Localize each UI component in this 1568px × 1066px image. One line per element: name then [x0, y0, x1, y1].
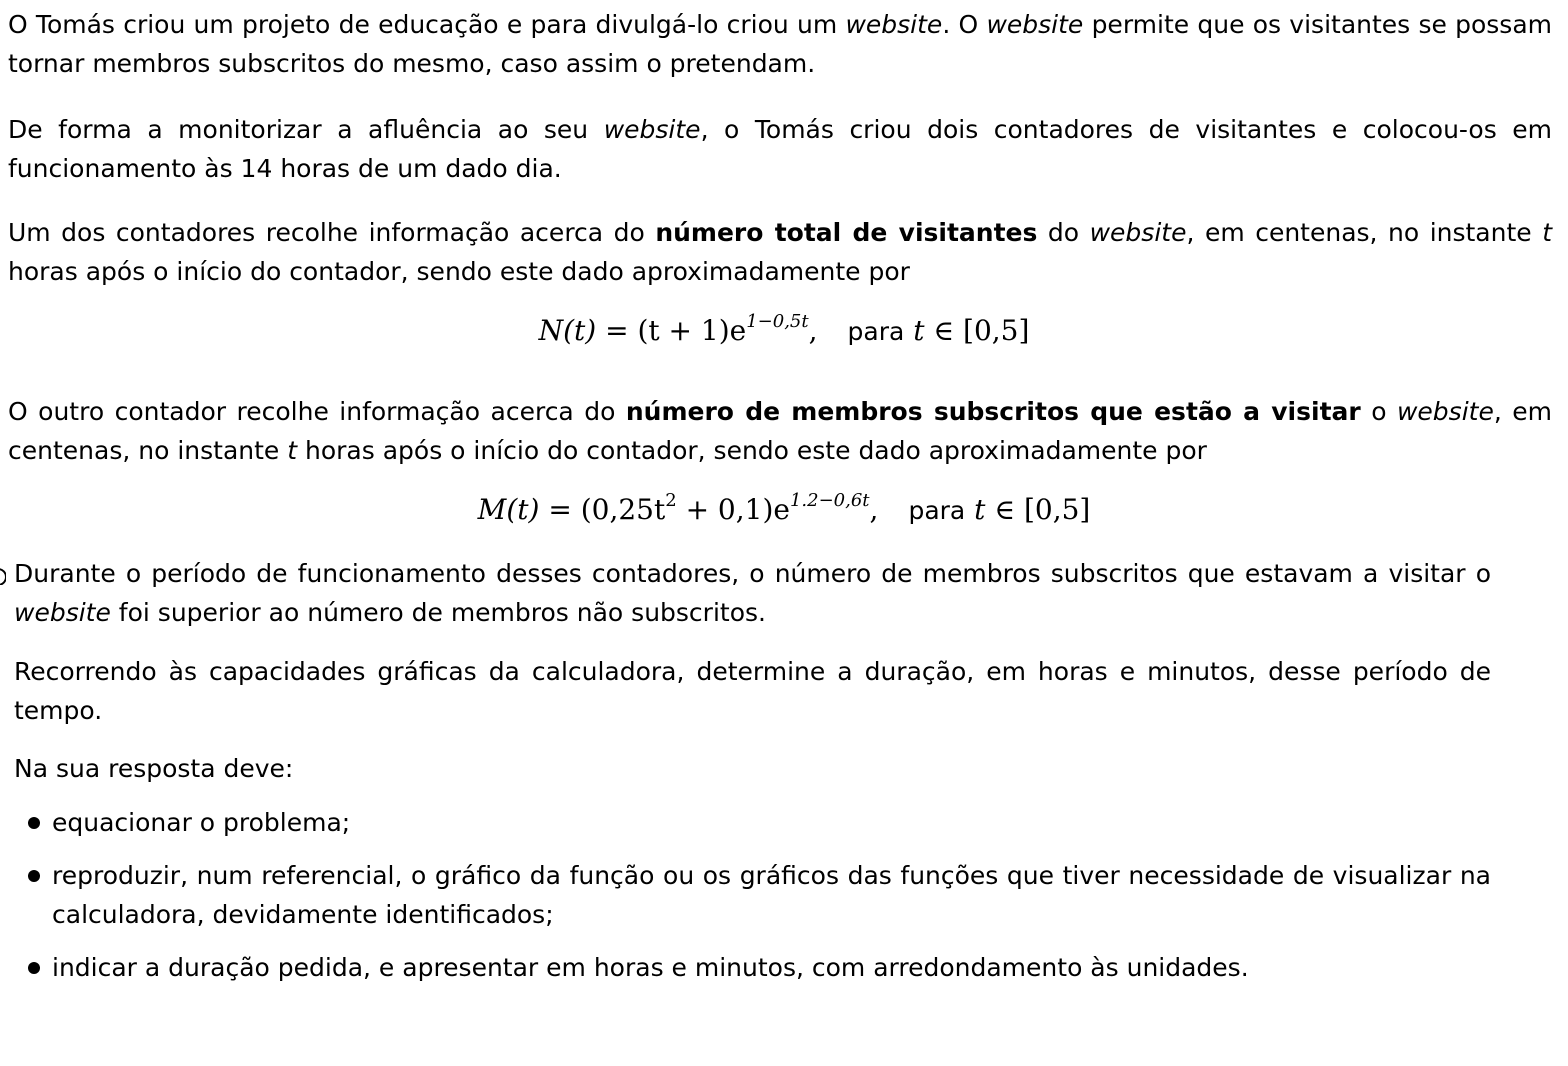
formula-m-domain: ∈ [0,5] — [985, 493, 1091, 526]
list-item: reproduzir, num referencial, o gráfico da função ou os gráficos das funções que tiver necessidade de visualizar na calculadora, devidamente identificados; — [28, 857, 1491, 934]
website-term: website — [603, 115, 701, 144]
formula-m-rhs-a: = (0,25t — [539, 493, 666, 526]
formula-m-lhs: M(t) — [477, 493, 540, 526]
variable-t: t — [287, 435, 298, 465]
formula-m-square: 2 — [665, 490, 677, 511]
subscribed-members-term: número de membros subscritos que estão a visitar — [625, 397, 1361, 426]
question-instructions: Na sua resposta deve: — [14, 754, 294, 783]
formula-m-domain-word: para — [908, 496, 966, 525]
question-task: Recorrendo às capacidades gráficas da calculadora, determine a duração, em horas e minutos, desse período de tempo. — [14, 657, 1491, 725]
list-item: equacionar o problema; — [28, 804, 1491, 843]
formula-m: $M(t) = (0,25t^2 + 0,1)e^{1.2-0,6t}$, para t ∈ [0,5] — [477, 490, 1091, 526]
intro-paragraph-1: O Tomás criou um projeto de educação e para divulgá-lo criou um website. O website permite que os visitantes se possam tornar membros subscritos do mesmo, caso assim o pretendam. — [8, 10, 1552, 78]
website-term: website — [1089, 218, 1187, 247]
formula-n-lhs: N(t) — [538, 314, 597, 347]
website-term: website — [845, 10, 943, 39]
website-term: website — [14, 597, 111, 627]
bullet-icon — [28, 962, 40, 974]
website-term: website — [1396, 397, 1494, 426]
item-number-marker — [0, 565, 6, 585]
counter-n-description: Um dos contadores recolhe informação acerca do número total de visitantes do website, em centenas, no instante t horas após o início do contador, sendo este dado aproximadamente por — [8, 218, 1552, 286]
bullet-icon — [28, 870, 40, 882]
formula-n-exponent: 1−0,5t — [746, 311, 809, 332]
total-visitors-term: número total de visitantes — [655, 218, 1038, 247]
formula-n-domain-word: para — [847, 317, 905, 346]
formula-n-rhs: = (t + 1)e — [596, 314, 747, 347]
list-item: indicar a duração pedida, e apresentar em horas e minutos, com arredondamento às unidades. — [28, 949, 1491, 988]
question-statement: Durante o período de funcionamento desses contadores, o número de membros subscritos que estavam a visitar o website foi superior ao número de membros não subscritos. — [14, 559, 1491, 627]
formula-m-exponent: 1.2−0,6t — [789, 490, 870, 511]
formula-n-domain: ∈ [0,5] — [924, 314, 1030, 347]
website-term: website — [986, 10, 1084, 39]
variable-t: t — [1542, 218, 1552, 247]
counter-m-description: O outro contador recolhe informação acerca do número de membros subscritos que estão a visitar o website, em centenas, no instante t horas após o início do contador, sendo este dado aproximadamente por — [8, 397, 1552, 465]
formula-n: $N(t) = (t + 1)e^{1-0,5t}$, para t ∈ [0,5] — [538, 311, 1030, 347]
bullet-icon — [28, 817, 40, 829]
formula-m-rhs-b: + 0,1)e — [676, 493, 790, 526]
intro-paragraph-2: De forma a monitorizar a afluência ao seu website, o Tomás criou dois contadores de visitantes e colocou-os em funcionamento às 14 horas de um dado dia. — [8, 115, 1552, 183]
